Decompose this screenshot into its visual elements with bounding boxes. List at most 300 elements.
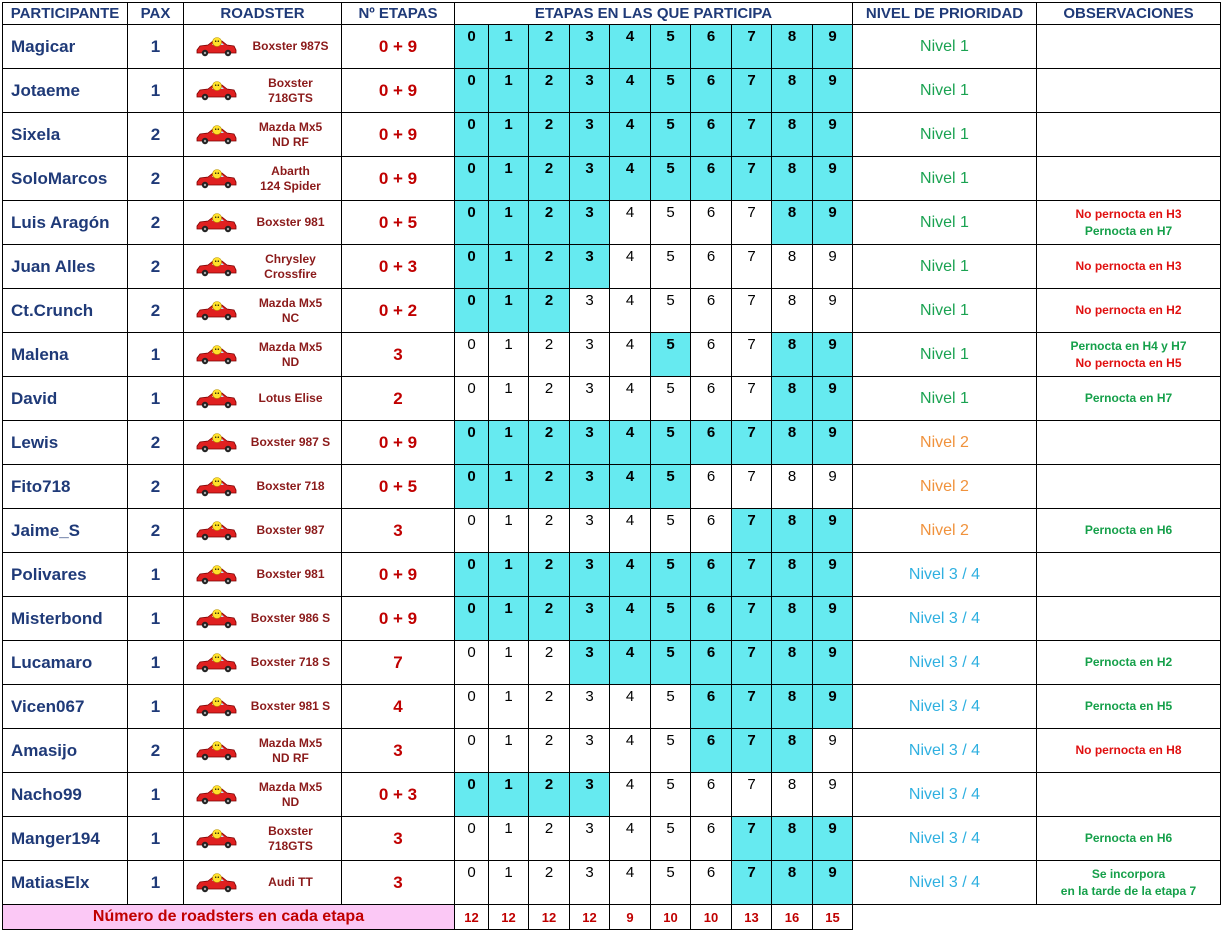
stage-cell: 5 [651, 289, 691, 333]
num-etapas: 4 [342, 685, 455, 729]
stage-cell: 7 [732, 553, 772, 597]
stage-cell: 6 [691, 641, 732, 685]
stage-cell: 5 [651, 597, 691, 641]
table-row [3, 289, 1221, 333]
stage-cell: 8 [772, 289, 813, 333]
stage-cell: 8 [772, 157, 813, 201]
num-etapas: 2 [342, 377, 455, 421]
pax-count: 1 [128, 553, 184, 597]
observation-line: Pernocta en H7 [1084, 223, 1173, 238]
table-row [3, 333, 1221, 377]
observations [1037, 641, 1221, 685]
roadster-cell [184, 641, 342, 685]
roadster-cell [184, 861, 342, 905]
pax-count: 1 [128, 333, 184, 377]
stage-cell: 7 [732, 157, 772, 201]
roadster-cell [184, 553, 342, 597]
header-row [3, 3, 1221, 25]
table-row [3, 25, 1221, 69]
red-roadster-car-icon [194, 476, 238, 503]
roadster-model: Boxster 718GTS [268, 823, 313, 853]
pax-count: 2 [128, 157, 184, 201]
stage-cell: 8 [772, 25, 813, 69]
roadster-model: Mazda Mx5 NC [258, 295, 323, 325]
observations [1037, 861, 1221, 905]
pax-count: 1 [128, 773, 184, 817]
stage-cell: 4 [610, 421, 651, 465]
participant-name: Sixela [3, 113, 128, 157]
stage-cell: 7 [732, 861, 772, 905]
red-roadster-car-icon [194, 388, 238, 415]
red-roadster-car-icon [194, 740, 238, 767]
stage-cell: 7 [732, 465, 772, 509]
stage-cell: 0 [455, 509, 489, 553]
stage-cell: 0 [455, 201, 489, 245]
red-roadster-car-icon [194, 36, 238, 63]
stage-cell: 0 [455, 113, 489, 157]
stage-cell: 3 [570, 25, 610, 69]
participant-name: Malena [3, 333, 128, 377]
red-roadster-car-icon [194, 872, 238, 899]
roadster-cell [184, 773, 342, 817]
num-etapas: 0 + 9 [342, 113, 455, 157]
red-roadster-car-icon [194, 256, 238, 283]
priority-level: Nivel 1 [853, 377, 1037, 421]
roadster-cell [184, 157, 342, 201]
stage-cell: 9 [813, 685, 853, 729]
participant-name: Magicar [3, 25, 128, 69]
num-etapas: 0 + 9 [342, 597, 455, 641]
stage-total: 9 [610, 905, 651, 930]
observations [1037, 377, 1221, 421]
stage-cell: 5 [651, 773, 691, 817]
num-etapas: 0 + 9 [342, 553, 455, 597]
roadster-model: Boxster 718 [256, 479, 325, 493]
priority-level: Nivel 1 [853, 25, 1037, 69]
stage-cell: 8 [772, 641, 813, 685]
priority-level: Nivel 2 [853, 421, 1037, 465]
stage-cell: 2 [529, 641, 570, 685]
stage-cell: 9 [813, 289, 853, 333]
stage-cell: 7 [732, 817, 772, 861]
blank-cell [1037, 905, 1221, 930]
stage-cell: 7 [732, 245, 772, 289]
observations [1037, 817, 1221, 861]
stage-cell: 6 [691, 817, 732, 861]
pax-count: 2 [128, 509, 184, 553]
stage-cell: 3 [570, 773, 610, 817]
stage-cell: 4 [610, 817, 651, 861]
observation-line: Pernocta en H5 [1084, 699, 1173, 713]
roadster-cell [184, 69, 342, 113]
stage-cell: 4 [610, 553, 651, 597]
header-nivel: NIVEL DE PRIORIDAD [853, 3, 1037, 25]
roadster-model: Mazda Mx5 ND [258, 779, 323, 809]
stage-cell: 1 [489, 729, 529, 773]
stage-cell: 2 [529, 377, 570, 421]
stage-cell: 9 [813, 113, 853, 157]
stage-cell: 2 [529, 25, 570, 69]
stage-cell: 4 [610, 157, 651, 201]
table-row [3, 729, 1221, 773]
roadster-model: Mazda Mx5 ND [258, 339, 323, 369]
observations [1037, 729, 1221, 773]
observations [1037, 553, 1221, 597]
roadster-model: Boxster 718GTS [268, 75, 313, 105]
stage-cell: 1 [489, 289, 529, 333]
stage-cell: 0 [455, 333, 489, 377]
observations [1037, 465, 1221, 509]
red-roadster-car-icon [194, 828, 238, 855]
pax-count: 2 [128, 289, 184, 333]
roadster-model: Abarth 124 Spider [260, 163, 321, 193]
table-row [3, 773, 1221, 817]
stage-total: 10 [651, 905, 691, 930]
stage-cell: 0 [455, 597, 489, 641]
observations [1037, 685, 1221, 729]
stage-cell: 3 [570, 861, 610, 905]
stage-cell: 8 [772, 861, 813, 905]
stage-cell: 0 [455, 685, 489, 729]
red-roadster-car-icon [194, 520, 238, 547]
roadster-model: Boxster 718 S [250, 655, 331, 669]
red-roadster-car-icon [194, 80, 238, 107]
stage-cell: 3 [570, 245, 610, 289]
stage-cell: 9 [813, 421, 853, 465]
stage-cell: 1 [489, 685, 529, 729]
stage-cell: 5 [651, 377, 691, 421]
observations [1037, 201, 1221, 245]
stage-cell: 3 [570, 465, 610, 509]
stage-cell: 3 [570, 729, 610, 773]
stage-cell: 6 [691, 245, 732, 289]
observation-line: Pernocta en H2 [1084, 655, 1173, 669]
header-roadster: ROADSTER [184, 3, 342, 25]
stage-cell: 2 [529, 69, 570, 113]
stage-cell: 2 [529, 421, 570, 465]
stage-cell: 4 [610, 773, 651, 817]
stage-cell: 0 [455, 553, 489, 597]
roadster-cell [184, 597, 342, 641]
totals-row [3, 905, 1221, 930]
priority-level: Nivel 3 / 4 [853, 641, 1037, 685]
roadster-model: Boxster 981 [256, 215, 325, 229]
stage-cell: 3 [570, 597, 610, 641]
roadster-cell [184, 465, 342, 509]
stage-cell: 2 [529, 553, 570, 597]
stage-cell: 8 [772, 201, 813, 245]
pax-count: 1 [128, 597, 184, 641]
stage-cell: 4 [610, 509, 651, 553]
stage-cell: 6 [691, 289, 732, 333]
participant-name: MatiasElx [3, 861, 128, 905]
stage-cell: 7 [732, 641, 772, 685]
stage-cell: 1 [489, 641, 529, 685]
stage-cell: 0 [455, 729, 489, 773]
stage-cell: 7 [732, 509, 772, 553]
participant-name: Vicen067 [3, 685, 128, 729]
stage-cell: 3 [570, 289, 610, 333]
observations [1037, 289, 1221, 333]
stage-cell: 9 [813, 773, 853, 817]
stage-cell: 8 [772, 113, 813, 157]
table-row [3, 817, 1221, 861]
stage-cell: 7 [732, 421, 772, 465]
pax-count: 2 [128, 421, 184, 465]
observation-line: No pernocta en H3 [1075, 206, 1182, 221]
stage-cell: 3 [570, 333, 610, 377]
stage-cell: 2 [529, 465, 570, 509]
num-etapas: 0 + 3 [342, 245, 455, 289]
stage-cell: 5 [651, 641, 691, 685]
stage-cell: 9 [813, 817, 853, 861]
stage-cell: 3 [570, 817, 610, 861]
stage-cell: 9 [813, 377, 853, 421]
num-etapas: 0 + 2 [342, 289, 455, 333]
stage-cell: 6 [691, 685, 732, 729]
stage-cell: 6 [691, 597, 732, 641]
priority-level: Nivel 3 / 4 [853, 685, 1037, 729]
observation-line: Pernocta en H6 [1084, 831, 1173, 845]
num-etapas: 3 [342, 729, 455, 773]
stage-cell: 8 [772, 509, 813, 553]
pax-count: 1 [128, 861, 184, 905]
red-roadster-car-icon [194, 564, 238, 591]
pax-count: 2 [128, 729, 184, 773]
stage-cell: 2 [529, 817, 570, 861]
red-roadster-car-icon [194, 696, 238, 723]
stage-cell: 0 [455, 377, 489, 421]
stage-cell: 9 [813, 861, 853, 905]
stage-cell: 0 [455, 817, 489, 861]
priority-level: Nivel 1 [853, 333, 1037, 377]
stage-cell: 6 [691, 421, 732, 465]
red-roadster-car-icon [194, 212, 238, 239]
stage-cell: 2 [529, 597, 570, 641]
stage-cell: 4 [610, 685, 651, 729]
stage-cell: 3 [570, 509, 610, 553]
table-row [3, 421, 1221, 465]
stage-cell: 1 [489, 113, 529, 157]
priority-level: Nivel 3 / 4 [853, 597, 1037, 641]
stage-cell: 2 [529, 861, 570, 905]
pax-count: 1 [128, 685, 184, 729]
stage-cell: 1 [489, 245, 529, 289]
stage-cell: 9 [813, 333, 853, 377]
stage-cell: 9 [813, 509, 853, 553]
red-roadster-car-icon [194, 168, 238, 195]
stage-cell: 3 [570, 685, 610, 729]
num-etapas: 0 + 3 [342, 773, 455, 817]
stage-cell: 6 [691, 25, 732, 69]
stage-cell: 9 [813, 69, 853, 113]
stage-cell: 3 [570, 113, 610, 157]
stage-cell: 9 [813, 465, 853, 509]
stage-cell: 1 [489, 333, 529, 377]
stage-cell: 1 [489, 861, 529, 905]
pax-count: 1 [128, 817, 184, 861]
red-roadster-car-icon [194, 300, 238, 327]
stage-cell: 6 [691, 509, 732, 553]
stage-total: 12 [529, 905, 570, 930]
stage-cell: 2 [529, 157, 570, 201]
observations [1037, 773, 1221, 817]
stage-total: 12 [455, 905, 489, 930]
num-etapas: 0 + 9 [342, 421, 455, 465]
table-row [3, 113, 1221, 157]
num-etapas: 3 [342, 817, 455, 861]
table-row [3, 509, 1221, 553]
pax-count: 1 [128, 25, 184, 69]
observation-line: Pernocta en H7 [1084, 391, 1173, 405]
roadster-model: Lotus Elise [258, 391, 323, 405]
stage-cell: 8 [772, 773, 813, 817]
stage-cell: 2 [529, 685, 570, 729]
priority-level: Nivel 2 [853, 509, 1037, 553]
stage-cell: 2 [529, 729, 570, 773]
header-num-etapas: Nº ETAPAS [342, 3, 455, 25]
stage-cell: 5 [651, 113, 691, 157]
stage-cell: 4 [610, 25, 651, 69]
stage-total: 12 [489, 905, 529, 930]
priority-level: Nivel 3 / 4 [853, 553, 1037, 597]
header-observaciones: OBSERVACIONES [1037, 3, 1221, 25]
pax-count: 2 [128, 201, 184, 245]
observation-line: No pernocta en H8 [1075, 743, 1182, 757]
stage-cell: 0 [455, 641, 489, 685]
stage-cell: 0 [455, 289, 489, 333]
priority-level: Nivel 1 [853, 245, 1037, 289]
stage-cell: 8 [772, 817, 813, 861]
blank-cell [853, 905, 1037, 930]
table-row [3, 69, 1221, 113]
observation-line: No pernocta en H2 [1075, 303, 1182, 317]
stage-cell: 8 [772, 421, 813, 465]
stage-cell: 0 [455, 157, 489, 201]
table-row [3, 245, 1221, 289]
stage-cell: 8 [772, 245, 813, 289]
stage-cell: 7 [732, 69, 772, 113]
stage-total: 16 [772, 905, 813, 930]
stage-cell: 6 [691, 465, 732, 509]
stage-cell: 5 [651, 201, 691, 245]
pax-count: 2 [128, 245, 184, 289]
roadster-model: Chrysley Crossfire [264, 251, 317, 281]
roadster-model: Boxster 987 [256, 523, 325, 537]
priority-level: Nivel 1 [853, 289, 1037, 333]
table-row [3, 465, 1221, 509]
stage-cell: 1 [489, 509, 529, 553]
header-etapas: ETAPAS EN LAS QUE PARTICIPA [455, 3, 853, 25]
participants-table [2, 2, 1221, 930]
stage-cell: 4 [610, 729, 651, 773]
observation-line: Se incorpora [1091, 866, 1166, 881]
priority-level: Nivel 2 [853, 465, 1037, 509]
participant-name: Luis Aragón [3, 201, 128, 245]
stage-cell: 4 [610, 289, 651, 333]
stage-cell: 6 [691, 333, 732, 377]
stage-cell: 7 [732, 597, 772, 641]
roadster-model: Boxster 987S [252, 39, 329, 53]
stage-cell: 6 [691, 69, 732, 113]
participant-name: Manger194 [3, 817, 128, 861]
roadster-model: Boxster 987 S [250, 435, 331, 449]
table-row [3, 641, 1221, 685]
num-etapas: 0 + 9 [342, 157, 455, 201]
red-roadster-car-icon [194, 124, 238, 151]
stage-cell: 4 [610, 245, 651, 289]
stage-cell: 1 [489, 157, 529, 201]
roadster-model: Mazda Mx5 ND RF [258, 119, 323, 149]
stage-cell: 4 [610, 861, 651, 905]
stage-cell: 9 [813, 245, 853, 289]
stage-total: 13 [732, 905, 772, 930]
participant-name: SoloMarcos [3, 157, 128, 201]
stage-cell: 3 [570, 201, 610, 245]
stage-cell: 7 [732, 113, 772, 157]
stage-cell: 6 [691, 729, 732, 773]
num-etapas: 0 + 5 [342, 465, 455, 509]
participant-name: Jaime_S [3, 509, 128, 553]
roadster-cell [184, 421, 342, 465]
stage-cell: 5 [651, 861, 691, 905]
stage-cell: 1 [489, 69, 529, 113]
observation-line: No pernocta en H5 [1075, 355, 1182, 370]
table-row [3, 597, 1221, 641]
roadster-cell [184, 509, 342, 553]
stage-cell: 5 [651, 333, 691, 377]
stage-total: 10 [691, 905, 732, 930]
num-etapas: 7 [342, 641, 455, 685]
stage-cell: 3 [570, 377, 610, 421]
stage-cell: 6 [691, 861, 732, 905]
stage-cell: 5 [651, 25, 691, 69]
stage-cell: 7 [732, 333, 772, 377]
roadster-model: Boxster 986 S [250, 611, 331, 625]
observations [1037, 597, 1221, 641]
stage-cell: 5 [651, 245, 691, 289]
stage-total: 15 [813, 905, 853, 930]
totals-label: Número de roadsters en cada etapa [3, 905, 455, 930]
stage-cell: 9 [813, 25, 853, 69]
stage-cell: 9 [813, 597, 853, 641]
roadster-cell [184, 729, 342, 773]
stage-cell: 4 [610, 333, 651, 377]
participant-name: David [3, 377, 128, 421]
roadster-model: Audi TT [268, 875, 313, 889]
roadster-model: Mazda Mx5 ND RF [258, 735, 323, 765]
stage-cell: 0 [455, 421, 489, 465]
stage-cell: 0 [455, 69, 489, 113]
stage-cell: 8 [772, 333, 813, 377]
stage-cell: 1 [489, 597, 529, 641]
stage-cell: 8 [772, 377, 813, 421]
pax-count: 2 [128, 465, 184, 509]
stage-cell: 2 [529, 333, 570, 377]
stage-cell: 9 [813, 157, 853, 201]
stage-cell: 1 [489, 201, 529, 245]
roadster-cell [184, 113, 342, 157]
stage-total: 12 [570, 905, 610, 930]
stage-cell: 8 [772, 597, 813, 641]
table-body [3, 25, 1221, 905]
num-etapas: 0 + 5 [342, 201, 455, 245]
table-row [3, 157, 1221, 201]
participant-name: Lucamaro [3, 641, 128, 685]
stage-cell: 7 [732, 201, 772, 245]
stage-cell: 0 [455, 25, 489, 69]
priority-level: Nivel 1 [853, 201, 1037, 245]
